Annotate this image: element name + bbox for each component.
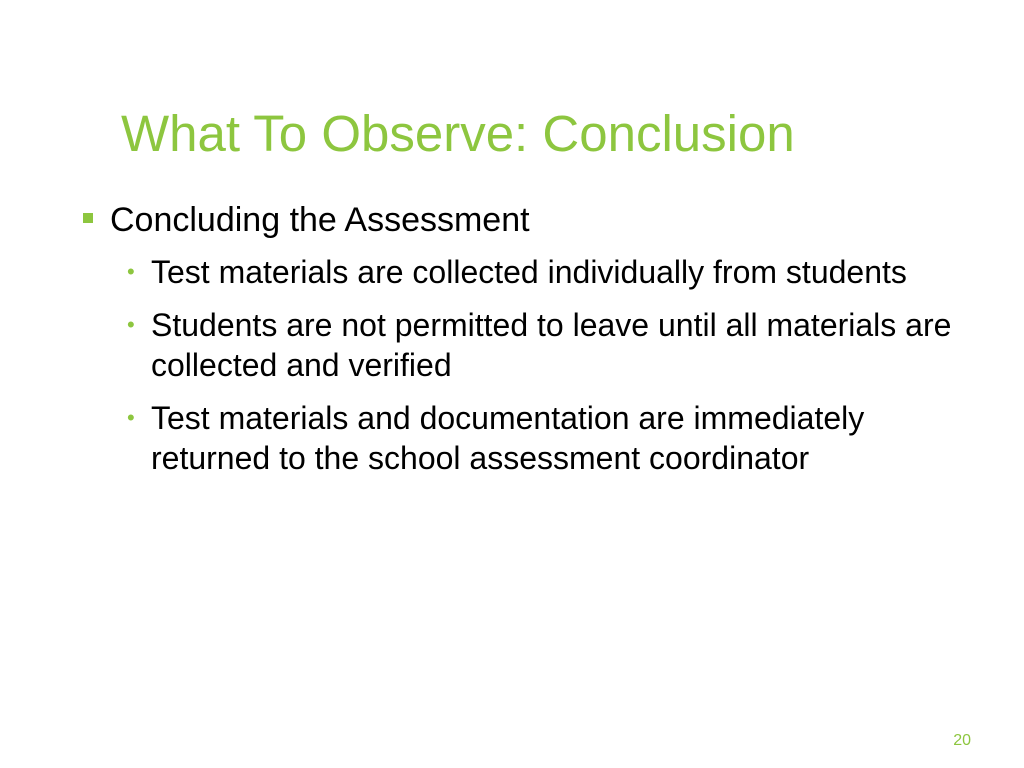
sub-bullet-list <box>127 252 971 478</box>
bullet-heading: Concluding the Assessment <box>110 201 530 239</box>
slide-title: What To Observe: Conclusion <box>121 105 795 162</box>
square-bullet-icon <box>83 213 93 223</box>
page-number: 20 <box>953 732 971 749</box>
dot-bullet-icon: • <box>127 312 135 337</box>
list-item <box>127 305 971 385</box>
list-item <box>127 252 971 292</box>
list-item <box>127 398 971 478</box>
list-item-text: Students are not permitted to leave until all materials are collected and verified <box>151 307 952 383</box>
dot-bullet-icon: • <box>127 405 135 430</box>
bullet-heading-row <box>80 196 980 244</box>
list-item-text: Test materials are collected individually from students <box>151 254 907 290</box>
dot-bullet-icon: • <box>127 259 135 284</box>
bullet-list <box>80 196 980 491</box>
list-item-text: Test materials and documentation are immediately returned to the school assessment coordinator <box>151 400 865 476</box>
